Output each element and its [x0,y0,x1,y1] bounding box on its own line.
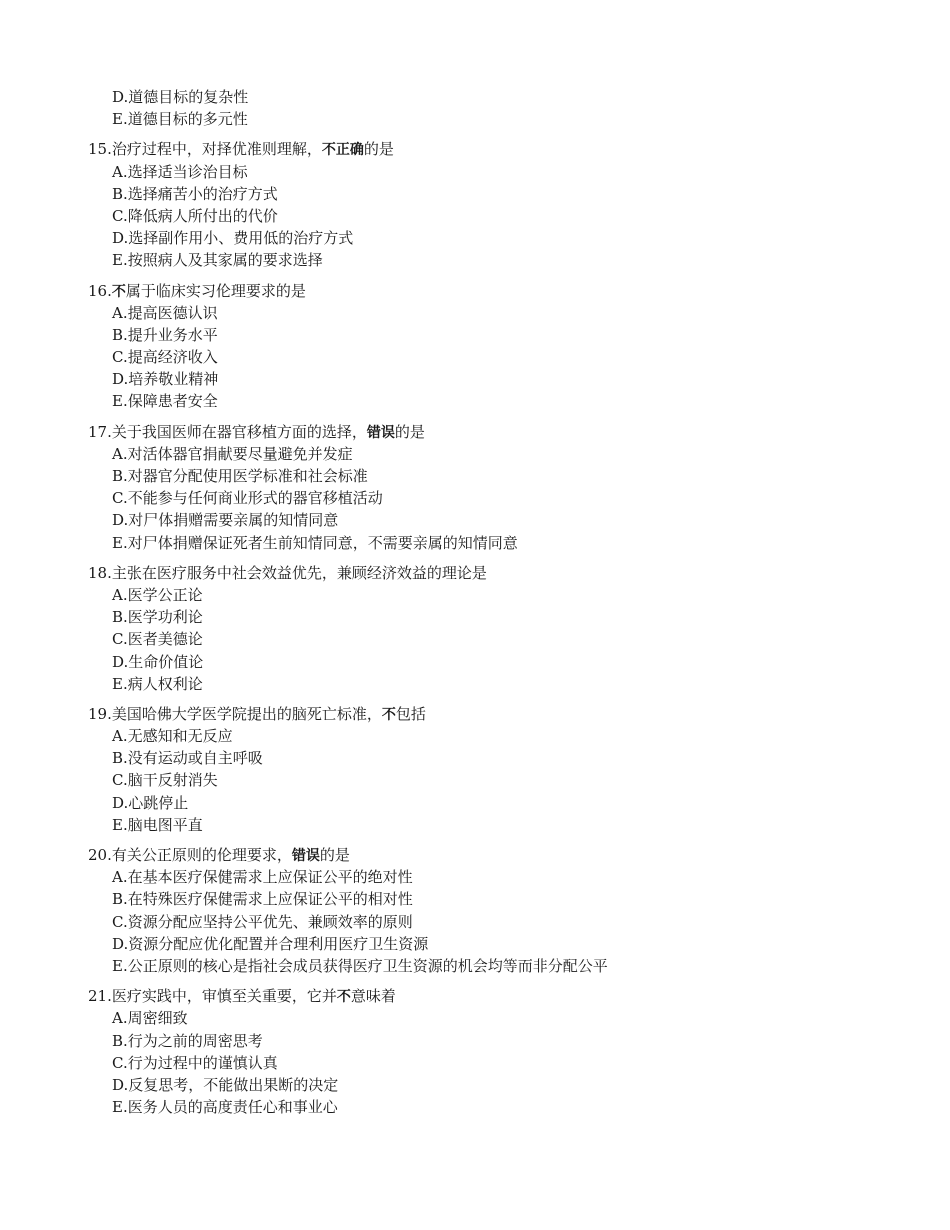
stem-text: 17.关于我国医师在器官移植方面的选择， [88,422,367,441]
stem-text-end: 的是 [394,422,425,441]
question-stem [0,703,950,725]
stem-text-end: 属于临床实习伦理要求的是 [125,281,306,300]
option-d: D.道德目标的复杂性 [112,88,249,106]
stem-text-end: 包括 [395,704,426,723]
stem-text: 19.美国哈佛大学医学院提出的脑死亡标准， [88,704,382,723]
option-d: D.心跳停止 [112,793,189,812]
continued-options [0,86,950,130]
stem-emphasis: 不正确 [321,142,364,159]
stem-emphasis: 错误 [366,424,395,441]
stem-text: 21.医疗实践中，审慎至关重要，它并 [88,987,337,1006]
stem-text: 20.有关公正原则的伦理要求， [88,846,292,864]
stem-emphasis: 不 [336,989,351,1006]
option-c: C.降低病人所付出的代价 [112,206,278,225]
option-a: A.对活体器官捐献要尽量避免并发症 [112,444,353,463]
question-17 [0,421,950,554]
question-stem [0,138,950,160]
option-a: A.提高医德认识 [112,303,218,322]
stem-emphasis: 不 [381,706,396,723]
question-stem [0,562,950,584]
option-b: B.没有运动或自主呼吸 [112,749,263,768]
option-e: E.道德目标的多元性 [112,110,248,129]
option-c: C.资源分配应坚持公平优先、兼顾效率的原则 [112,912,413,931]
stem-text-end: 的是 [319,846,350,864]
option-d: D.对尸体捐赠需要亲属的知情同意 [112,511,339,530]
option-c: C.医者美德论 [112,630,203,649]
option-b: B.对器官分配使用医学标准和社会标准 [112,467,368,485]
stem-text: 15.治疗过程中，对择优准则理解， [88,140,322,159]
question-21 [0,985,950,1118]
option-a: A.选择适当诊治目标 [112,162,248,181]
option-d: D.选择副作用小、费用低的治疗方式 [112,229,354,248]
option-b: B.医学功利论 [112,608,203,627]
option-d: D.培养敬业精神 [112,370,219,389]
question-stem [0,985,950,1007]
option-e: E.按照病人及其家属的要求选择 [112,251,323,270]
option-b: B.选择痛苦小的治疗方式 [112,184,278,203]
question-stem [0,844,950,866]
stem-emphasis: 不 [111,283,126,300]
option-d: D.反复思考，不能做出果断的决定 [112,1075,339,1094]
option-e: E.脑电图平直 [112,815,203,834]
exam-document [0,86,950,1118]
option-e: E.保障患者安全 [112,392,218,411]
option-a: A.在基本医疗保健需求上应保证公平的绝对性 [112,868,413,887]
option-e: E.对尸体捐赠保证死者生前知情同意，不需要亲属的知情同意 [112,533,518,552]
option-a: A.周密细致 [112,1009,188,1028]
option-d: D.生命价值论 [112,652,204,671]
stem-emphasis: 错误 [291,848,320,864]
question-15 [0,138,950,271]
option-a: A.无感知和无反应 [112,727,233,746]
option-d: D.资源分配应优化配置并合理利用医疗卫生资源 [112,934,429,953]
question-18 [0,562,950,695]
option-e: E.公正原则的核心是指社会成员获得医疗卫生资源的机会均等而非分配公平 [112,956,608,975]
question-19 [0,703,950,836]
option-b: B.提升业务水平 [112,325,218,344]
stem-text: 16. [88,281,112,300]
question-stem [0,280,950,302]
option-c: C.脑干反射消失 [112,771,218,790]
option-c: C.不能参与任何商业形式的器官移植活动 [112,489,383,508]
stem-text-end: 意味着 [350,987,396,1006]
option-b: B.行为之前的周密思考 [112,1031,263,1050]
option-b: B.在特殊医疗保健需求上应保证公平的相对性 [112,890,413,909]
option-c: C.提高经济收入 [112,348,218,367]
option-e: E.医务人员的高度责任心和事业心 [112,1098,338,1117]
option-a: A.医学公正论 [112,585,203,604]
stem-text: 18.主张在医疗服务中社会效益优先，兼顾经济效益的理论是 [88,563,487,582]
option-c: C.行为过程中的谨慎认真 [112,1053,278,1072]
stem-text-end: 的是 [363,140,394,159]
question-stem [0,421,950,443]
question-16 [0,280,950,413]
question-20 [0,844,950,977]
option-e: E.病人权利论 [112,674,203,693]
